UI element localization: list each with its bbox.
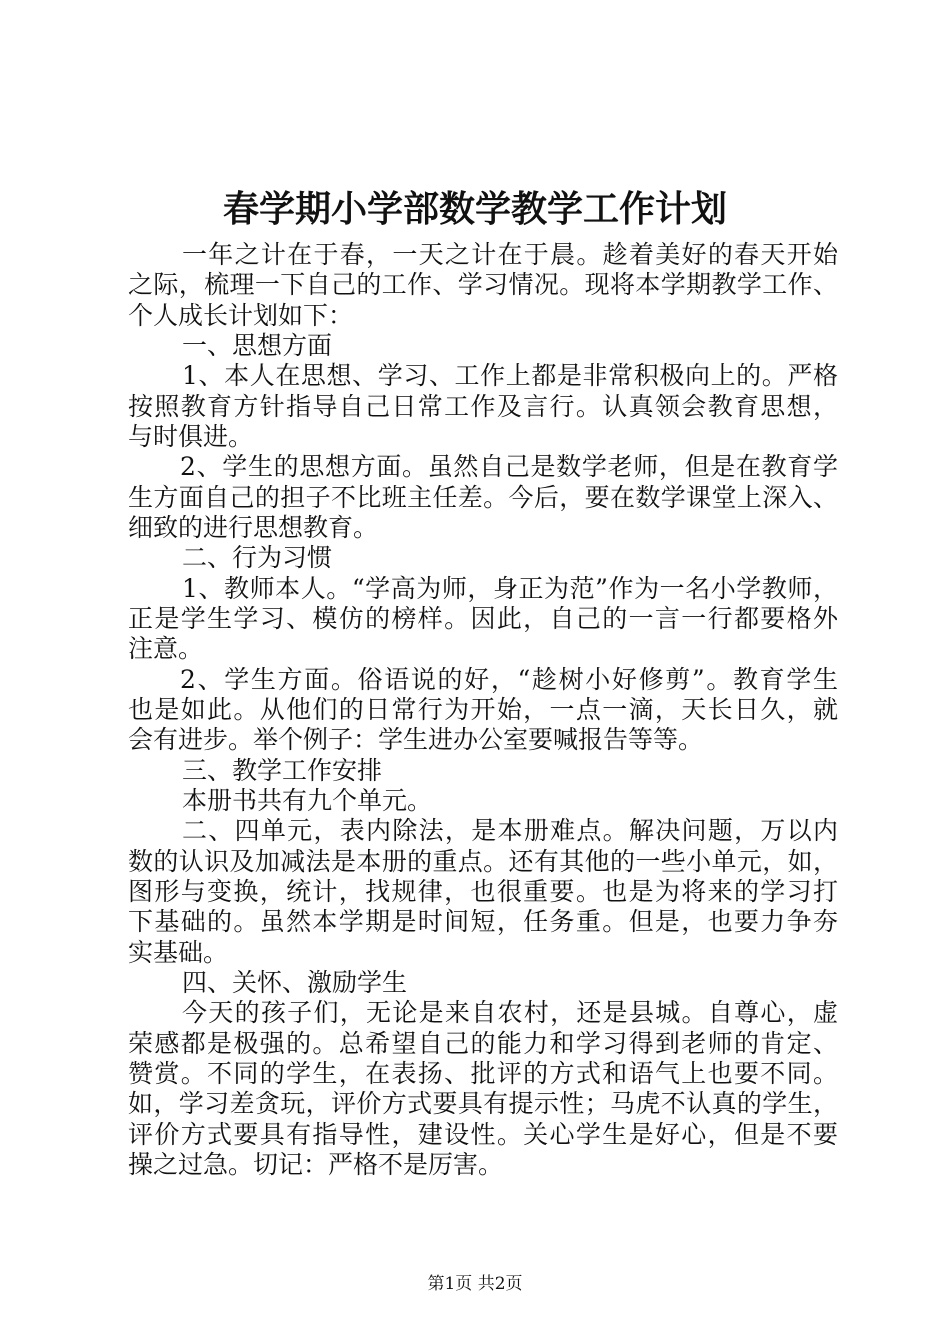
body-line: 数的认识及加减法是本册的重点。还有其他的一些小单元，如， [128, 847, 838, 876]
body-line: 赞赏。不同的学生，在表扬、批评的方式和语气上也要不同。 [128, 1059, 838, 1088]
body-line: 本册书共有九个单元。 [182, 786, 433, 815]
body-line: 2、学生方面。俗语说的好，“趁树小好修剪”。教育学生 [180, 665, 838, 694]
body-line: 今天的孩子们，无论是来自农村，还是县城。自尊心，虚 [182, 998, 838, 1027]
body-line: 如，学习差贪玩，评价方式要具有提示性；马虎不认真的学生， [128, 1089, 838, 1118]
body-line: 评价方式要具有指导性，建设性。关心学生是好心，但是不要 [128, 1120, 838, 1149]
body-line: 荣感都是极强的。总希望自己的能力和学习得到老师的肯定、 [128, 1029, 838, 1058]
body-line: 二、四单元，表内除法，是本册难点。解决问题，万以内 [182, 816, 838, 845]
section-heading: 三、教学工作安排 [182, 756, 383, 785]
body-line: 1、教师本人。“学高为师，身正为范”作为一名小学教师， [182, 574, 838, 603]
body-line: 一年之计在于春，一天之计在于晨。趁着美好的春天开始 [182, 240, 838, 269]
body-line: 1、本人在思想、学习、工作上都是非常积极向上的。严格 [182, 361, 838, 390]
body-line: 与时俱进。 [128, 422, 254, 451]
body-line: 注意。 [128, 634, 204, 663]
body-line: 正是学生学习、模仿的榜样。因此，自己的一言一行都要格外 [128, 604, 838, 633]
document-title: 春学期小学部数学教学工作计划 [222, 188, 727, 230]
body-line: 按照教育方针指导自己日常工作及言行。认真领会教育思想， [128, 392, 838, 421]
body-line: 细致的进行思想教育。 [128, 513, 379, 542]
body-line: 2、学生的思想方面。虽然自己是数学老师，但是在教育学 [180, 452, 838, 481]
body-line: 操之过急。切记：严格不是厉害。 [128, 1150, 504, 1179]
section-heading: 一、思想方面 [182, 331, 333, 360]
body-line: 会有进步。举个例子：学生进办公室要喊报告等等。 [128, 725, 704, 754]
body-line: 生方面自己的担子不比班主任差。今后，要在数学课堂上深入、 [128, 483, 838, 512]
section-heading: 四、关怀、激励学生 [182, 968, 408, 997]
body-line: 之际，梳理一下自己的工作、学习情况。现将本学期教学工作、 [128, 270, 838, 299]
body-line: 下基础的。虽然本学期是时间短，任务重。但是，也要力争夯 [128, 907, 838, 936]
body-line: 实基础。 [128, 938, 229, 967]
body-line: 个人成长计划如下： [128, 301, 354, 330]
body-line: 图形与变换，统计，找规律，也很重要。也是为将来的学习打 [128, 877, 838, 906]
section-heading: 二、行为习惯 [182, 543, 333, 572]
page-footer: 第1页 共2页 [427, 1274, 523, 1294]
body-line: 也是如此。从他们的日常行为开始，一点一滴，天长日久，就 [128, 695, 838, 724]
